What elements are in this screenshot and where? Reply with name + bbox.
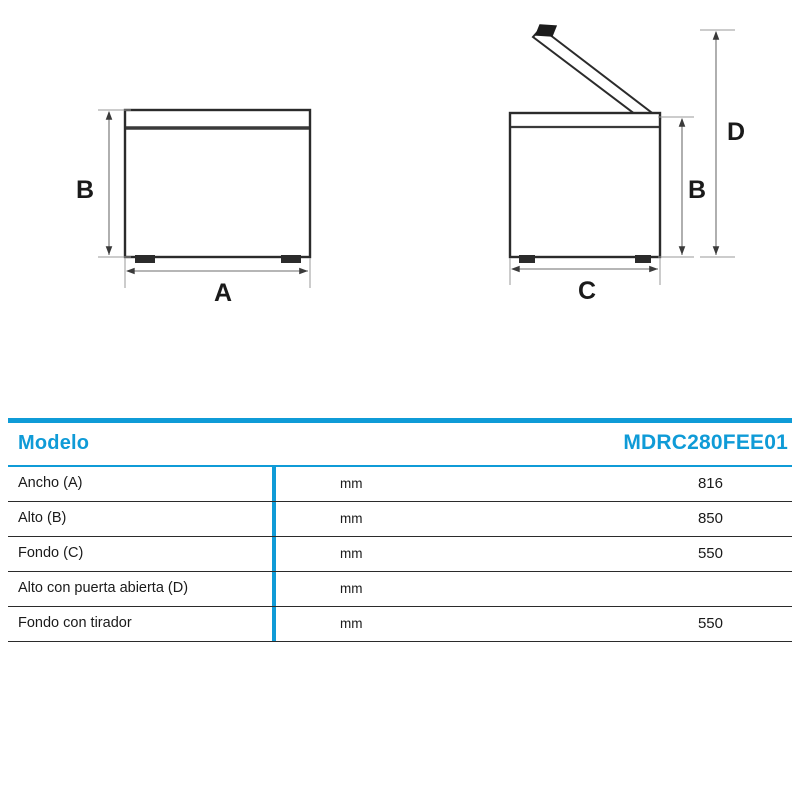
table-header-model-value: MDRC280FEE01: [623, 431, 788, 454]
table-row: [8, 467, 792, 502]
front-foot-left: [135, 255, 155, 263]
side-lid-handle: [536, 25, 556, 36]
front-dim-label-a: A: [214, 279, 233, 307]
row-unit: mm: [340, 511, 363, 526]
row-value: 816: [697, 475, 723, 492]
row-unit: mm: [340, 546, 363, 561]
row-label: Alto (B): [18, 510, 67, 526]
front-cabinet-body: [125, 110, 310, 257]
table-row: [8, 572, 792, 607]
table-row: [8, 502, 792, 537]
table-header-row: [8, 423, 792, 467]
table-body: [8, 467, 792, 642]
table-row: [8, 607, 792, 642]
row-label: Fondo (C): [18, 545, 84, 561]
row-label: Fondo con tirador: [18, 615, 132, 631]
row-unit: mm: [340, 616, 363, 631]
side-dim-label-c: C: [578, 277, 597, 305]
side-foot-right: [635, 255, 651, 263]
side-dim-label-d: D: [727, 118, 746, 146]
side-foot-left: [519, 255, 535, 263]
table-header-model-label: Modelo: [18, 432, 90, 454]
row-value: 550: [697, 545, 723, 562]
row-unit: mm: [340, 476, 363, 491]
table-row: [8, 537, 792, 572]
specification-table: [8, 418, 792, 642]
row-unit: mm: [340, 581, 363, 596]
side-cabinet-body: [510, 113, 660, 257]
row-label: Ancho (A): [18, 475, 83, 491]
row-value: 850: [697, 510, 723, 527]
front-view-group: [98, 110, 310, 288]
side-view-group: [510, 25, 735, 285]
row-label: Alto con puerta abierta (D): [18, 580, 189, 596]
side-dim-label-b: B: [688, 176, 707, 204]
row-value: 550: [697, 615, 723, 632]
front-foot-right: [281, 255, 301, 263]
front-dim-label-b: B: [76, 176, 95, 204]
